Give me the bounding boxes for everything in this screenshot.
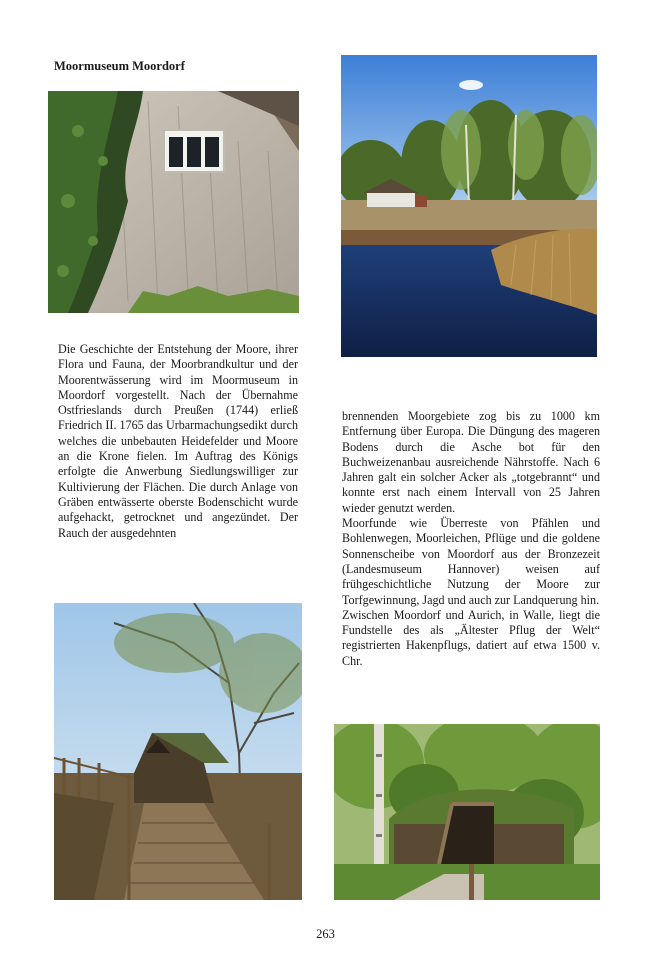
- text-column-left: [58, 342, 298, 541]
- page-title: Moormuseum Moordorf: [54, 59, 185, 73]
- paragraph: Zwischen Moordorf und Aurich, in Walle, liegt die Fundstelle des als „Ältester Pflug der Welt“ registrierten Hakenpflugs, datiert auf etwa 1500 v. Chr.: [342, 607, 600, 668]
- paragraph: Moorfunde wie Überreste von Pfählen und Bohlenwegen, Moorleichen, Pflüge und die goldene Sonnenscheibe von Moordorf aus der Bronzezeit (Landesmuseum Hannover) weisen auf frühgeschichtliche Nutzung der Moore zur Torfgewinnung, Jagd und auch zur Landquerung hin.: [342, 516, 600, 607]
- text-column-right: [342, 409, 600, 669]
- photo-sod-hut: [334, 724, 600, 900]
- photo-moor-pond: [341, 55, 597, 357]
- photo-boardwalk-hut: [54, 603, 302, 900]
- paragraph: Die Geschichte der Entstehung der Moore, ihrer Flora und Fauna, der Moorbrandkultur und der Moorentwässerung wird im Moormuseum in Moordorf vorgestellt. Nach der Übernahme Ostfrieslands durch Preußen (1744) erließ Friedrich II. 1765 das Urbarmachungsedikt durch welches die unbebauten Heidefelder und Moore an die Krone fielen. Im Auftrag des Königs erfolgte die Anwerbung Siedlungswilliger zur Kultivierung der Flächen. Die durch Anlage von Gräben entwässerte oberste Bodenschicht wurde aufgehackt, getrocknet und angezündet. Der Rauch der ausgedehnten: [58, 342, 298, 540]
- photo-thatched-gable: [48, 91, 299, 313]
- page-number: 263: [316, 927, 335, 941]
- paragraph: brennenden Moorgebiete zog bis zu 1000 km Entfernung über Europa. Die Düngung des mageren Bodens durch die Asche bot für den Buchweizenanbau ausreichende Nährstoffe. Nach 6 Jahren galt ein solcher Acker als „totgebrannt“ und konnte erst nach einem Intervall von 25 Jahren wieder genutzt werden.: [342, 409, 600, 515]
